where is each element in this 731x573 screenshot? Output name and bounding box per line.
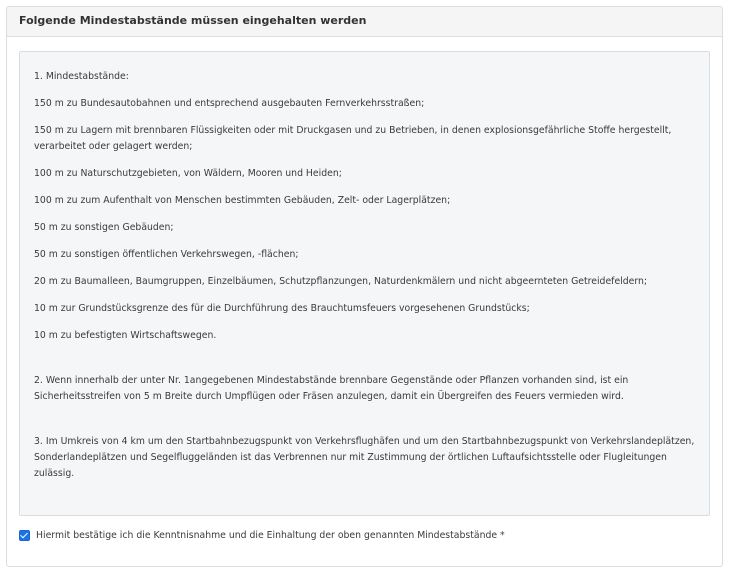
panel-heading: Folgende Mindestabstände müssen eingehalten werden — [7, 7, 722, 37]
distance-item: 50 m zu sonstigen Gebäuden; — [34, 222, 174, 233]
distance-item: 100 m zu Naturschutzgebieten, von Wäldern, Mooren und Heiden; — [34, 168, 342, 179]
distance-item: 10 m zur Grundstücksgrenze des für die Durchführung des Brauchtumsfeuers vorgesehenen Grundstücks; — [34, 303, 530, 314]
distance-item: 100 m zu zum Aufenthalt von Menschen bestimmten Gebäuden, Zelt- oder Lagerplätzen; — [34, 195, 451, 206]
distance-intro: 1. Mindestabstände: — [34, 71, 129, 82]
confirmation-label[interactable]: Hiermit bestätige ich die Kenntnisnahme und die Einhaltung der oben genannten Mindestabstände * — [36, 529, 505, 541]
airport-rule: 3. Im Umkreis von 4 km um den Startbahnbezugspunkt von Verkehrsflughäfen und um den Startbahnbezugspunkt von Verkehrslandeplätzen, Sonderlandeplätzen und Segelfluggeländen ist das Verbrennen nur mit Zustimmung der örtlichen Luftaufsichtsstelle oder Flugleitungen zulässig. — [34, 436, 695, 479]
distance-item: 150 m zu Lagern mit brennbaren Flüssigkeiten oder mit Druckgasen und zu Betrieben, in denen explosionsgefährliche Stoffe hergestellt, verarbeitet oder gelagert werden; — [34, 125, 672, 152]
distance-item: 50 m zu sonstigen öffentlichen Verkehrswegen, -flächen; — [34, 249, 299, 260]
distance-info-box — [19, 51, 710, 516]
confirmation-row[interactable] — [19, 527, 505, 543]
safety-strip-rule: 2. Wenn innerhalb der unter Nr. 1angegebenen Mindestabstände brennbare Gegenstände oder Pflanzen vorhanden sind, ist ein Sicherheitsstreifen von 5 m Breite durch Umpflügen oder Fräsen anzulegen, damit ein Übergreifen des Feuers vermieden wird. — [34, 375, 629, 402]
distance-requirements-panel — [6, 6, 723, 567]
confirmation-checkbox[interactable] — [19, 530, 30, 541]
distance-item: 20 m zu Baumalleen, Baumgruppen, Einzelbäumen, Schutzpflanzungen, Naturdenkmälern und nicht abgeernteten Getreidefeldern; — [34, 276, 648, 287]
distance-item: 10 m zu befestigten Wirtschaftswegen. — [34, 330, 217, 341]
distance-item: 150 m zu Bundesautobahnen und entsprechend ausgebauten Fernverkehrsstraßen; — [34, 98, 425, 109]
